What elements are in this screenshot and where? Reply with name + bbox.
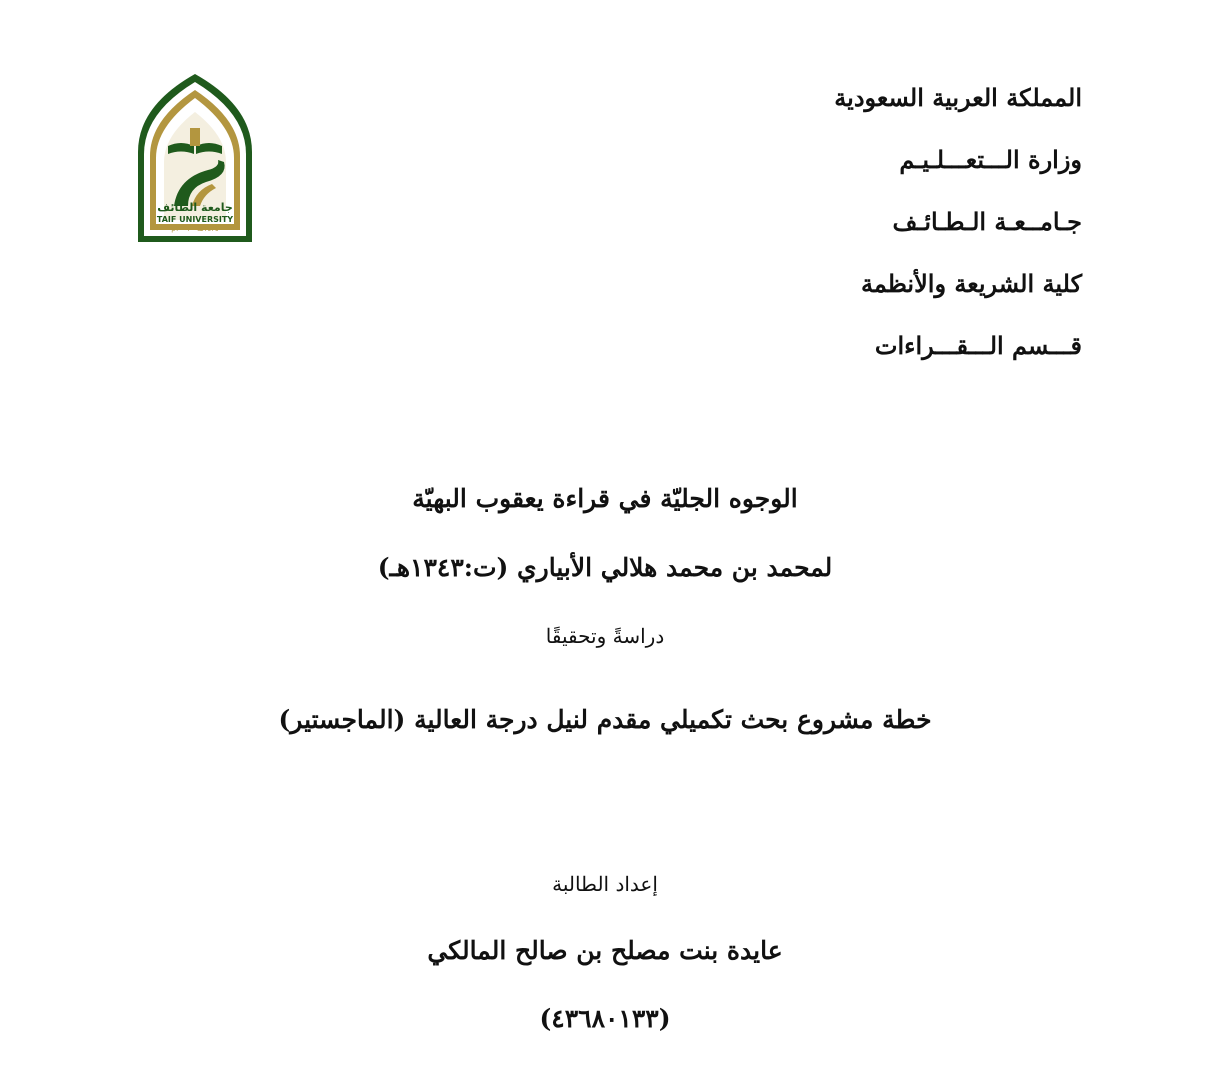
manuscript-author: لمحمد بن محمد هلالي الأبياري (ت:١٣٤٣هـ) (377, 553, 833, 582)
header-college: كلية الشريعة والأنظمة (860, 269, 1082, 298)
plan-description: خطة مشروع بحث تكميلي مقدم لنيل درجة العالية (الماجستير) (278, 705, 932, 734)
prepared-by-label: إعداد الطالبة (552, 872, 658, 896)
logo-date: ١٤٢٤هـ - ٢٠٠٣م (171, 225, 219, 233)
institution-header (722, 72, 1082, 382)
student-id: (٤٣٦٨٠١٣٣) (539, 1004, 671, 1033)
header-ministry: وزارة الـــتعـــلـيـم (899, 145, 1082, 174)
header-kingdom: المملكة العربية السعودية (834, 83, 1082, 112)
header-department: قـــسم الـــقـــراءات (874, 331, 1082, 360)
study-type: دراسةً وتحقيقًا (545, 624, 665, 648)
logo-english-name: TAIF UNIVERSITY (156, 215, 234, 224)
student-name: عايدة بنت مصلح بن صالح المالكي (427, 936, 783, 965)
taif-university-logo (134, 70, 256, 244)
header-university: جـامــعـة الـطـائـف (892, 207, 1082, 236)
research-title: الوجوه الجليّة في قراءة يعقوب البهيّة (412, 484, 798, 513)
logo-arabic-name: جامعة الطائف (157, 201, 233, 214)
